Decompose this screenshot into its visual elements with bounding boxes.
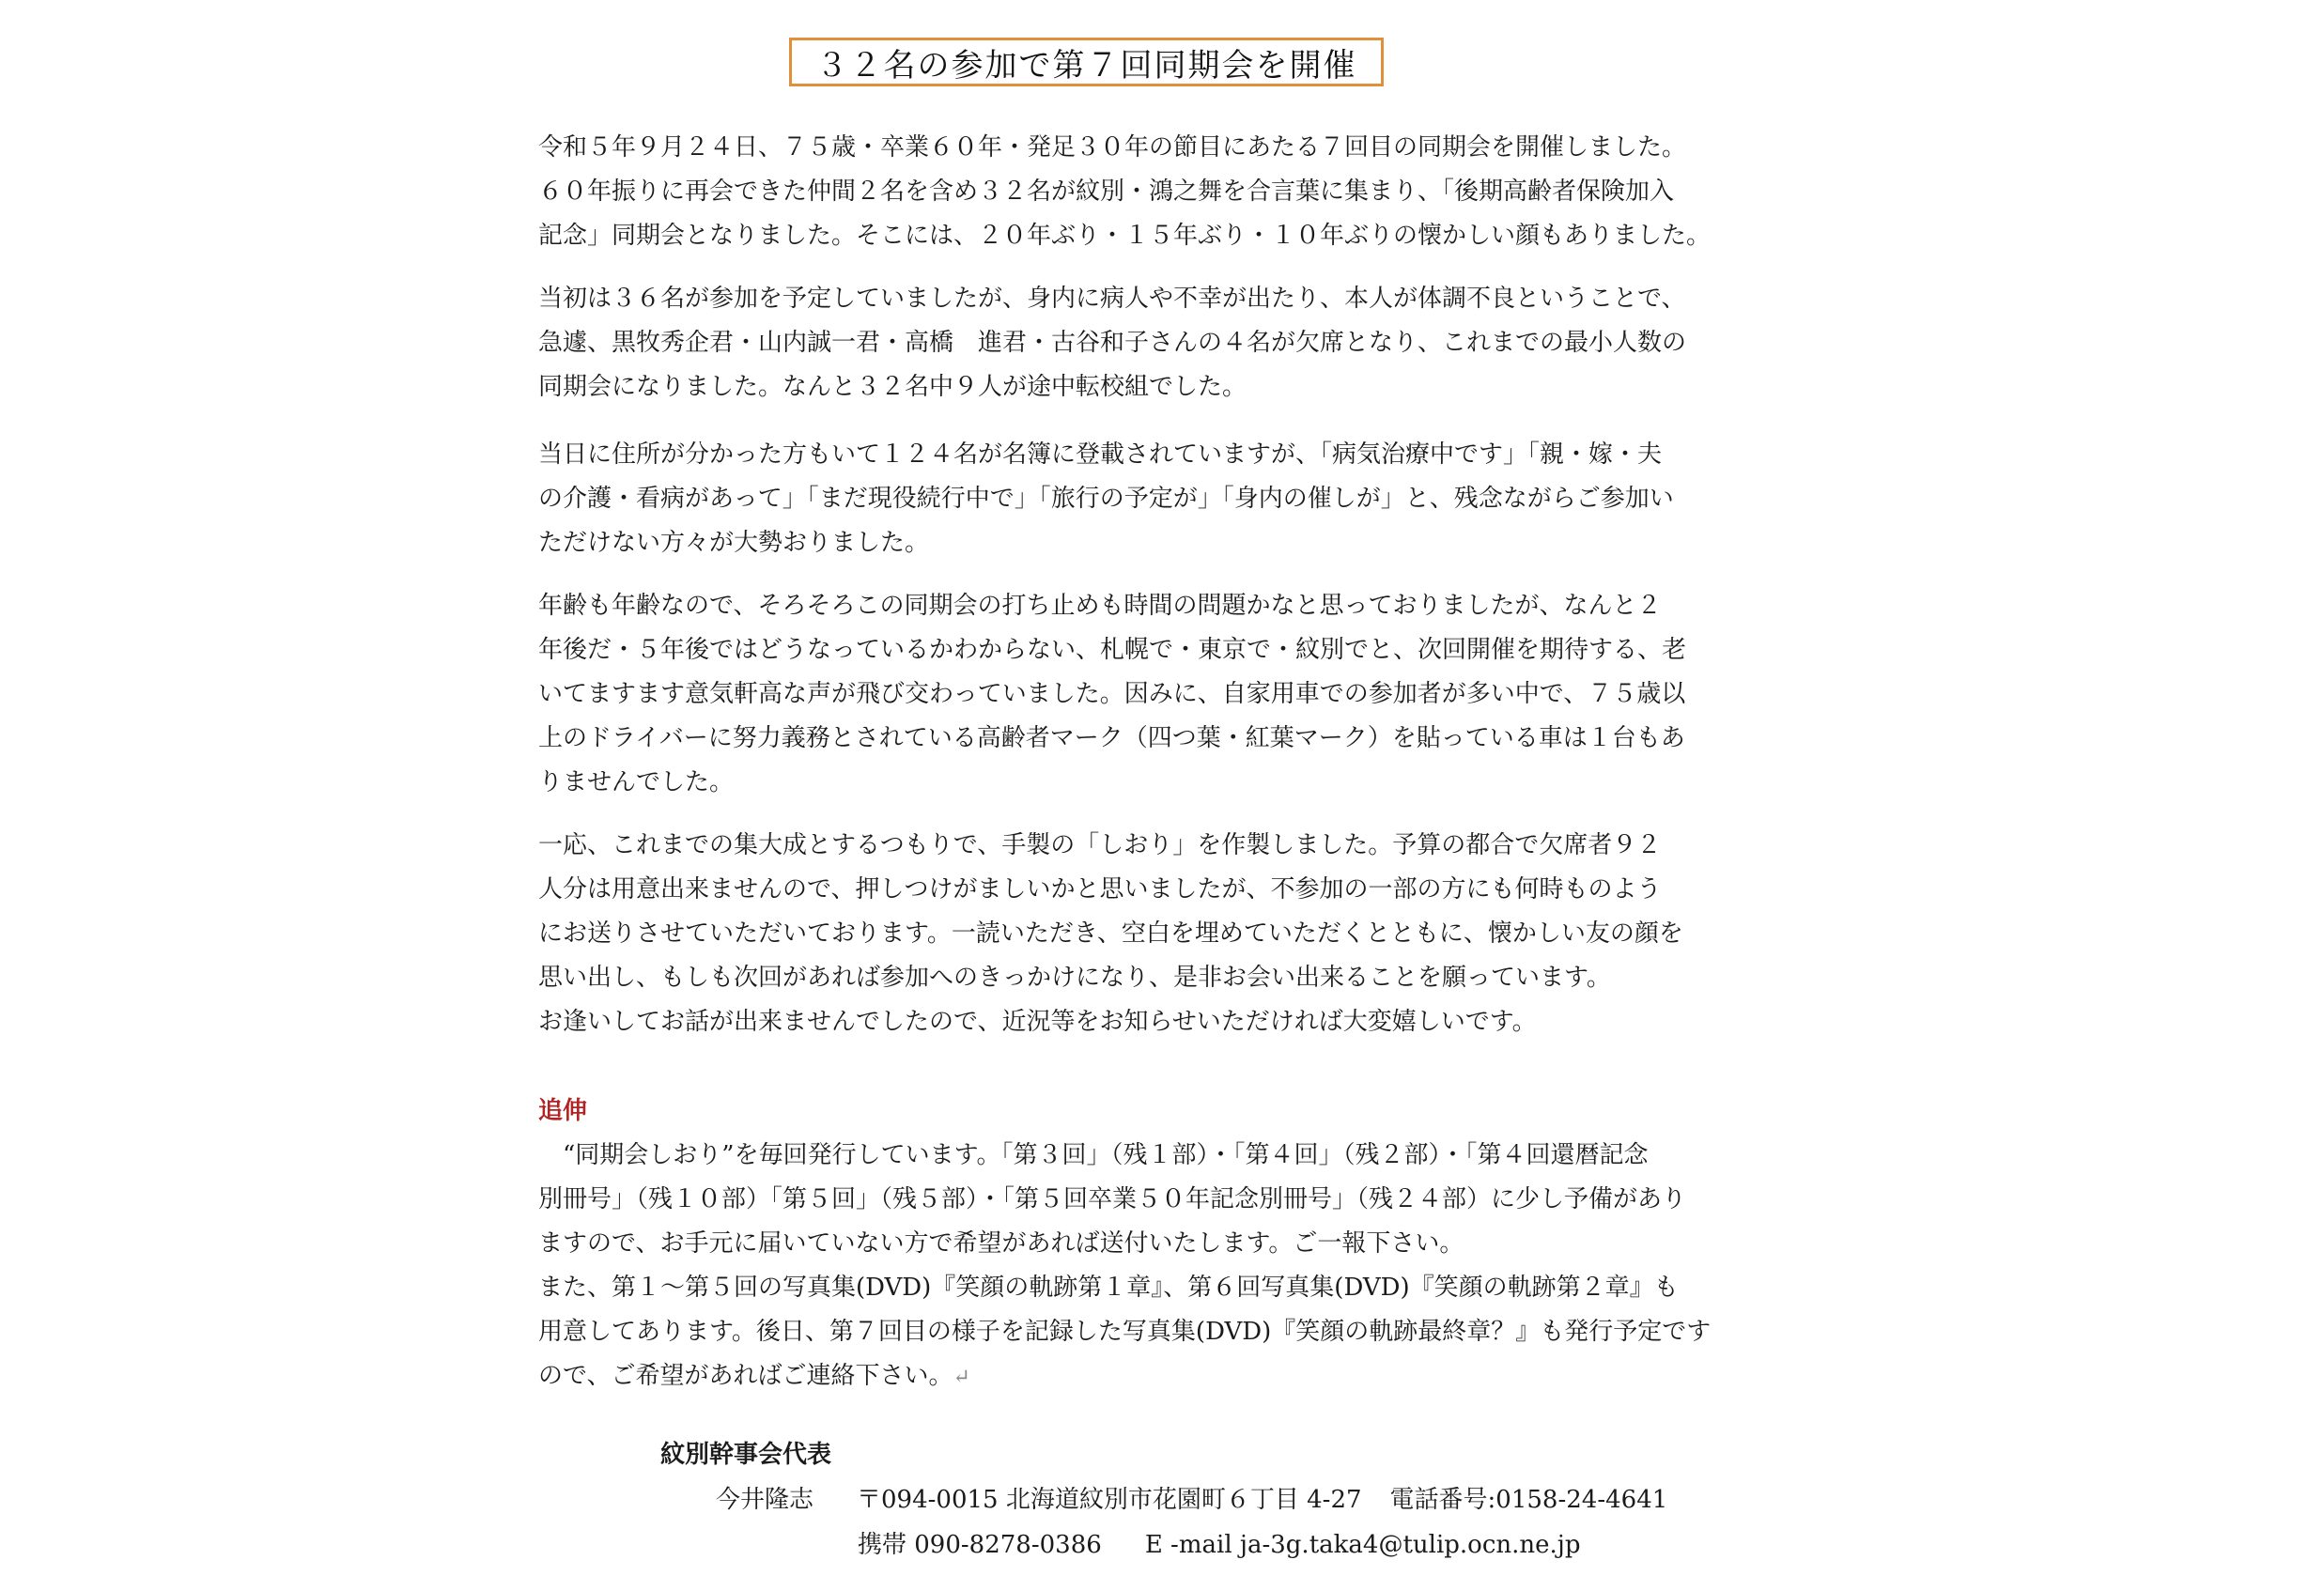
page-title-text: ３２名の参加で第７回同期会を開催 xyxy=(815,46,1357,85)
paragraph-line: 一応、これまでの集大成とするつもりで、手製の「しおり」を作製しました。予算の都合で欠席者９２ xyxy=(538,831,1662,859)
postscript-line: 別冊号」（残１０部）「第５回」（残５部）・「第５回卒業５０年記念別冊号」（残２４部）に少し予備があり xyxy=(538,1185,1687,1213)
paragraph-1 xyxy=(538,126,1830,258)
postscript-heading: 追伸 xyxy=(538,1097,588,1125)
signature-email: E -mail ja-3g.taka4@tulip.ocn.ne.jp xyxy=(1144,1531,1581,1559)
paragraph-line: 思い出し、もしも次回があれば参加へのきっかけになり、是非お会い出来ることを願っています。 xyxy=(538,964,1611,992)
postscript-line: “同期会しおり”を毎回発行しています。「第３回」（残１部）・「第４回」（残２部）・「第４回還暦記念 xyxy=(538,1141,1649,1169)
paragraph-line: 記念」同期会となりました。そこには、２０年ぶり・１５年ぶり・１０年ぶりの懐かしい顔もありました。 xyxy=(538,222,1712,250)
paragraph-3 xyxy=(538,433,1830,565)
paragraph-line: いてますます意気軒高な声が飛び交わっていました。因みに、自家用車での参加者が多い中で、７５歳以 xyxy=(538,680,1686,708)
signature-mobile: 携帯 090-8278-0386 xyxy=(858,1531,1102,1559)
postscript-line: 用意してあります。後日、第７回目の様子を記録した写真集(DVD)『笑顔の軌跡最終章？』も発行予定です xyxy=(538,1318,1712,1346)
paragraph-line: 人分は用意出来ませんので、押しつけがましいかと思いましたが、不参加の一部の方にも何時ものよう xyxy=(538,875,1662,904)
paragraph-line: の介護・看病があって」「まだ現役続行中で」「旅行の予定が」「身内の催しが」と、残念ながらご参加い xyxy=(538,485,1674,513)
paragraph-2 xyxy=(538,277,1830,409)
paragraph-line: ６０年振りに再会できた仲間２名を含め３２名が紋別・鴻之舞を合言葉に集まり、「後期高齢者保険加入 xyxy=(538,178,1675,206)
postscript-last-line xyxy=(538,1354,1830,1399)
paragraph-line: 令和５年９月２４日、７５歳・卒業６０年・発足３０年の節目にあたる７回目の同期会を開催しました。 xyxy=(538,133,1687,162)
paragraph-5 xyxy=(538,824,1830,1044)
paragraph-line: お逢いしてお話が出来ませんでしたので、近況等をお知らせいただければ大変嬉しいです。 xyxy=(538,1008,1537,1036)
paragraph-line: 同期会になりました。なんと３２名中９人が途中転校組でした。 xyxy=(538,373,1247,401)
paragraph-line: 年齢も年齢なので、そろそろこの同期会の打ち止めも時間の問題かなと思っておりましたが、なんと２ xyxy=(538,592,1662,620)
paragraph-line: にお送りさせていただいております。一読いただき、空白を埋めていただくとともに、懐かしい友の顔を xyxy=(538,919,1683,948)
document-body xyxy=(538,126,1830,1399)
signature-address: 〒094-0015 北海道紋別市花園町６丁目 4-27 xyxy=(857,1486,1362,1514)
paragraph-4 xyxy=(538,584,1830,805)
paragraph-line: 急遽、黒牧秀企君・山内誠一君・高橋 進君・古谷和子さんの４名が欠席となり、これまでの最小人数の xyxy=(538,329,1687,357)
signature-name: 今井隆志 xyxy=(716,1486,814,1514)
postscript-line: ので、ご希望があればご連絡下さい。 xyxy=(538,1362,953,1390)
postscript-line: また、第１～第５回の写真集(DVD)『笑顔の軌跡第１章』、第６回写真集(DVD)『笑顔の軌跡第２章』も xyxy=(538,1274,1679,1302)
paragraph-line: 年後だ・５年後ではどうなっているかわからない、札幌で・東京で・紋別でと、次回開催を期待する、老 xyxy=(538,636,1687,664)
signature-org: 紋別幹事会代表 xyxy=(660,1441,832,1469)
signature-mobile-line xyxy=(858,1523,1581,1568)
return-mark-icon: ↵ xyxy=(953,1366,970,1389)
paragraph-line: 当日に住所が分かった方もいて１２４名が名簿に登載されていますが、「病気治療中です」「親・嫁・夫 xyxy=(538,440,1663,469)
paragraph-line: 上のドライバーに努力義務とされている高齢者マーク（四つ葉・紅葉マーク）を貼っている車は１台もあ xyxy=(538,724,1685,752)
paragraph-line: 当初は３６名が参加を予定していましたが、身内に病人や不幸が出たり、本人が体調不良ということで、 xyxy=(538,285,1686,313)
paragraph-line: りませんでした。 xyxy=(538,768,735,796)
signature-contact-line xyxy=(716,1478,1667,1522)
postscript-line: ますので、お手元に届いていない方で希望があれば送付いたします。ご一報下さい。 xyxy=(538,1229,1464,1258)
paragraph-line: ただけない方々が大勢おりました。 xyxy=(538,529,930,557)
signature-phone: 電話番号:0158-24-4641 xyxy=(1389,1486,1668,1514)
page-title xyxy=(789,38,1384,86)
postscript-body xyxy=(538,1134,1830,1399)
